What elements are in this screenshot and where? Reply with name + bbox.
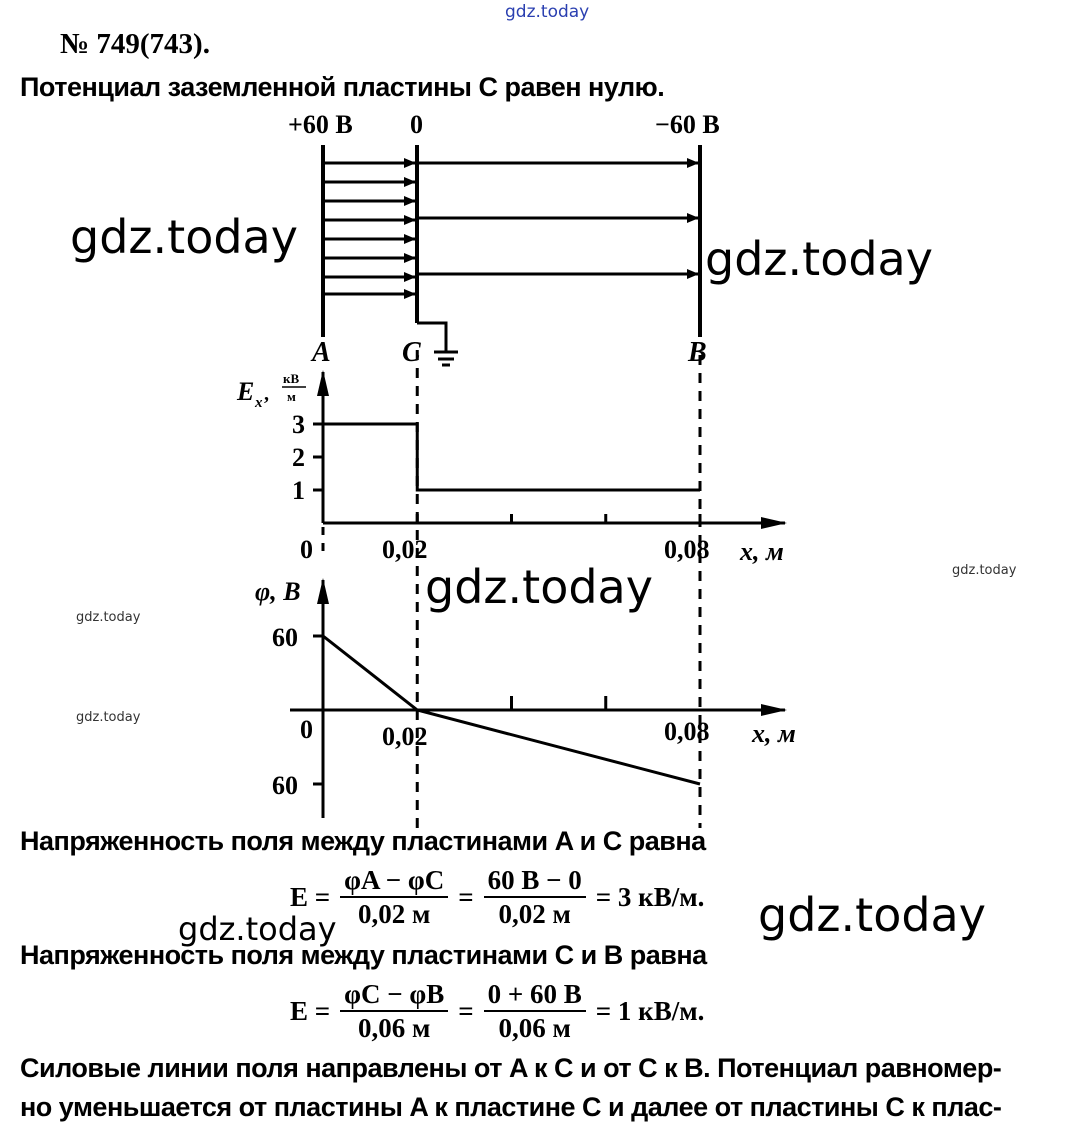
watermark: gdz.today: [758, 888, 986, 942]
watermark-small: gdz.today: [76, 710, 141, 725]
formula-cb-f2-den: 0,06 м: [498, 1013, 571, 1043]
formula-ac-result: = 3 кВ/м.: [595, 881, 705, 912]
formula-cb-f1-den: 0,06 м: [358, 1013, 431, 1043]
ex-y-tick-label: 1: [292, 476, 305, 505]
ex-y-unit-num: кВ: [283, 371, 300, 386]
ex-y-tick-label: 3: [292, 410, 305, 439]
problem-number: № 749(743).: [60, 28, 210, 60]
watermark: gdz.today: [70, 210, 298, 264]
ex-x-tick-label: 0,02: [382, 535, 428, 564]
phi-y-label: φ, B: [255, 577, 301, 606]
watermark-small: gdz.today: [952, 563, 1017, 578]
watermark-top: gdz.today: [505, 2, 590, 22]
problem-intro: Потенциал заземленной пластины C равен нулю.: [20, 72, 665, 102]
phi-x-tick-label: 0,08: [664, 717, 710, 746]
formula-cb-f1-num: φC − φB: [340, 978, 448, 1012]
potential-label-a: +60 В: [288, 110, 353, 139]
ex-x-label: x, м: [740, 537, 784, 566]
formula-cb: [290, 978, 704, 1044]
formula-ac-f2-num: 60 В − 0: [484, 864, 586, 898]
phi-x-tick-label: 0: [300, 715, 313, 744]
conclusion-line-2: но уменьшается от пластины A к пластине C и далее от пластины C к плас-: [20, 1092, 1002, 1122]
formula-ac-f1-num: φA − φC: [340, 864, 448, 898]
formula-ac: [290, 864, 704, 930]
phi-x-tick-label: 0,02: [382, 722, 428, 751]
formula-ac-eq: =: [458, 881, 474, 912]
formula-cb-f2-num: 0 + 60 В: [484, 978, 586, 1012]
phi-y-tick-label: 60: [272, 623, 298, 652]
ex-y-label-comma: ,: [264, 383, 269, 405]
formula-cb-fraction-2: [484, 978, 586, 1044]
ex-series-line: [323, 424, 700, 490]
ex-y-tick-label: 2: [292, 443, 305, 472]
potential-label-b: −60 В: [655, 110, 720, 139]
ex-x-tick-label: 0,08: [664, 535, 710, 564]
watermark-small: gdz.today: [76, 610, 141, 625]
formula-cb-lhs: E =: [290, 995, 331, 1026]
watermark: gdz.today: [178, 910, 337, 948]
plate-label-b: B: [688, 337, 707, 368]
watermark: gdz.today: [705, 232, 933, 286]
formula-ac-fraction-1: [340, 864, 448, 930]
phi-x-label: x, м: [752, 719, 796, 748]
formula-ac-lhs: E =: [290, 881, 331, 912]
plate-label-a: A: [312, 337, 331, 368]
formula-cb-result: = 1 кВ/м.: [595, 995, 705, 1026]
ex-y-label: E: [237, 377, 255, 406]
plate-label-c: C: [402, 337, 421, 368]
formula-ac-fraction-2: [484, 864, 586, 930]
ex-y-unit-den: м: [287, 389, 296, 404]
watermark: gdz.today: [425, 560, 653, 614]
formula-ac-f1-den: 0,02 м: [358, 899, 431, 929]
cb-intro: Напряженность поля между пластинами C и B равна: [20, 940, 707, 970]
formula-ac-f2-den: 0,02 м: [498, 899, 571, 929]
conclusion-line-1: Силовые линии поля направлены от A к C и от C к B. Потенциал равномер-: [20, 1053, 1002, 1083]
ex-x-tick-label: 0: [300, 535, 313, 564]
potential-label-c: 0: [410, 110, 423, 139]
formula-cb-fraction-1: [340, 978, 448, 1044]
ac-intro: Напряженность поля между пластинами A и C равна: [20, 826, 706, 856]
formula-cb-eq: =: [458, 995, 474, 1026]
ex-y-label-sub: x: [255, 395, 263, 411]
phi-y-tick-label: 60: [272, 771, 298, 800]
